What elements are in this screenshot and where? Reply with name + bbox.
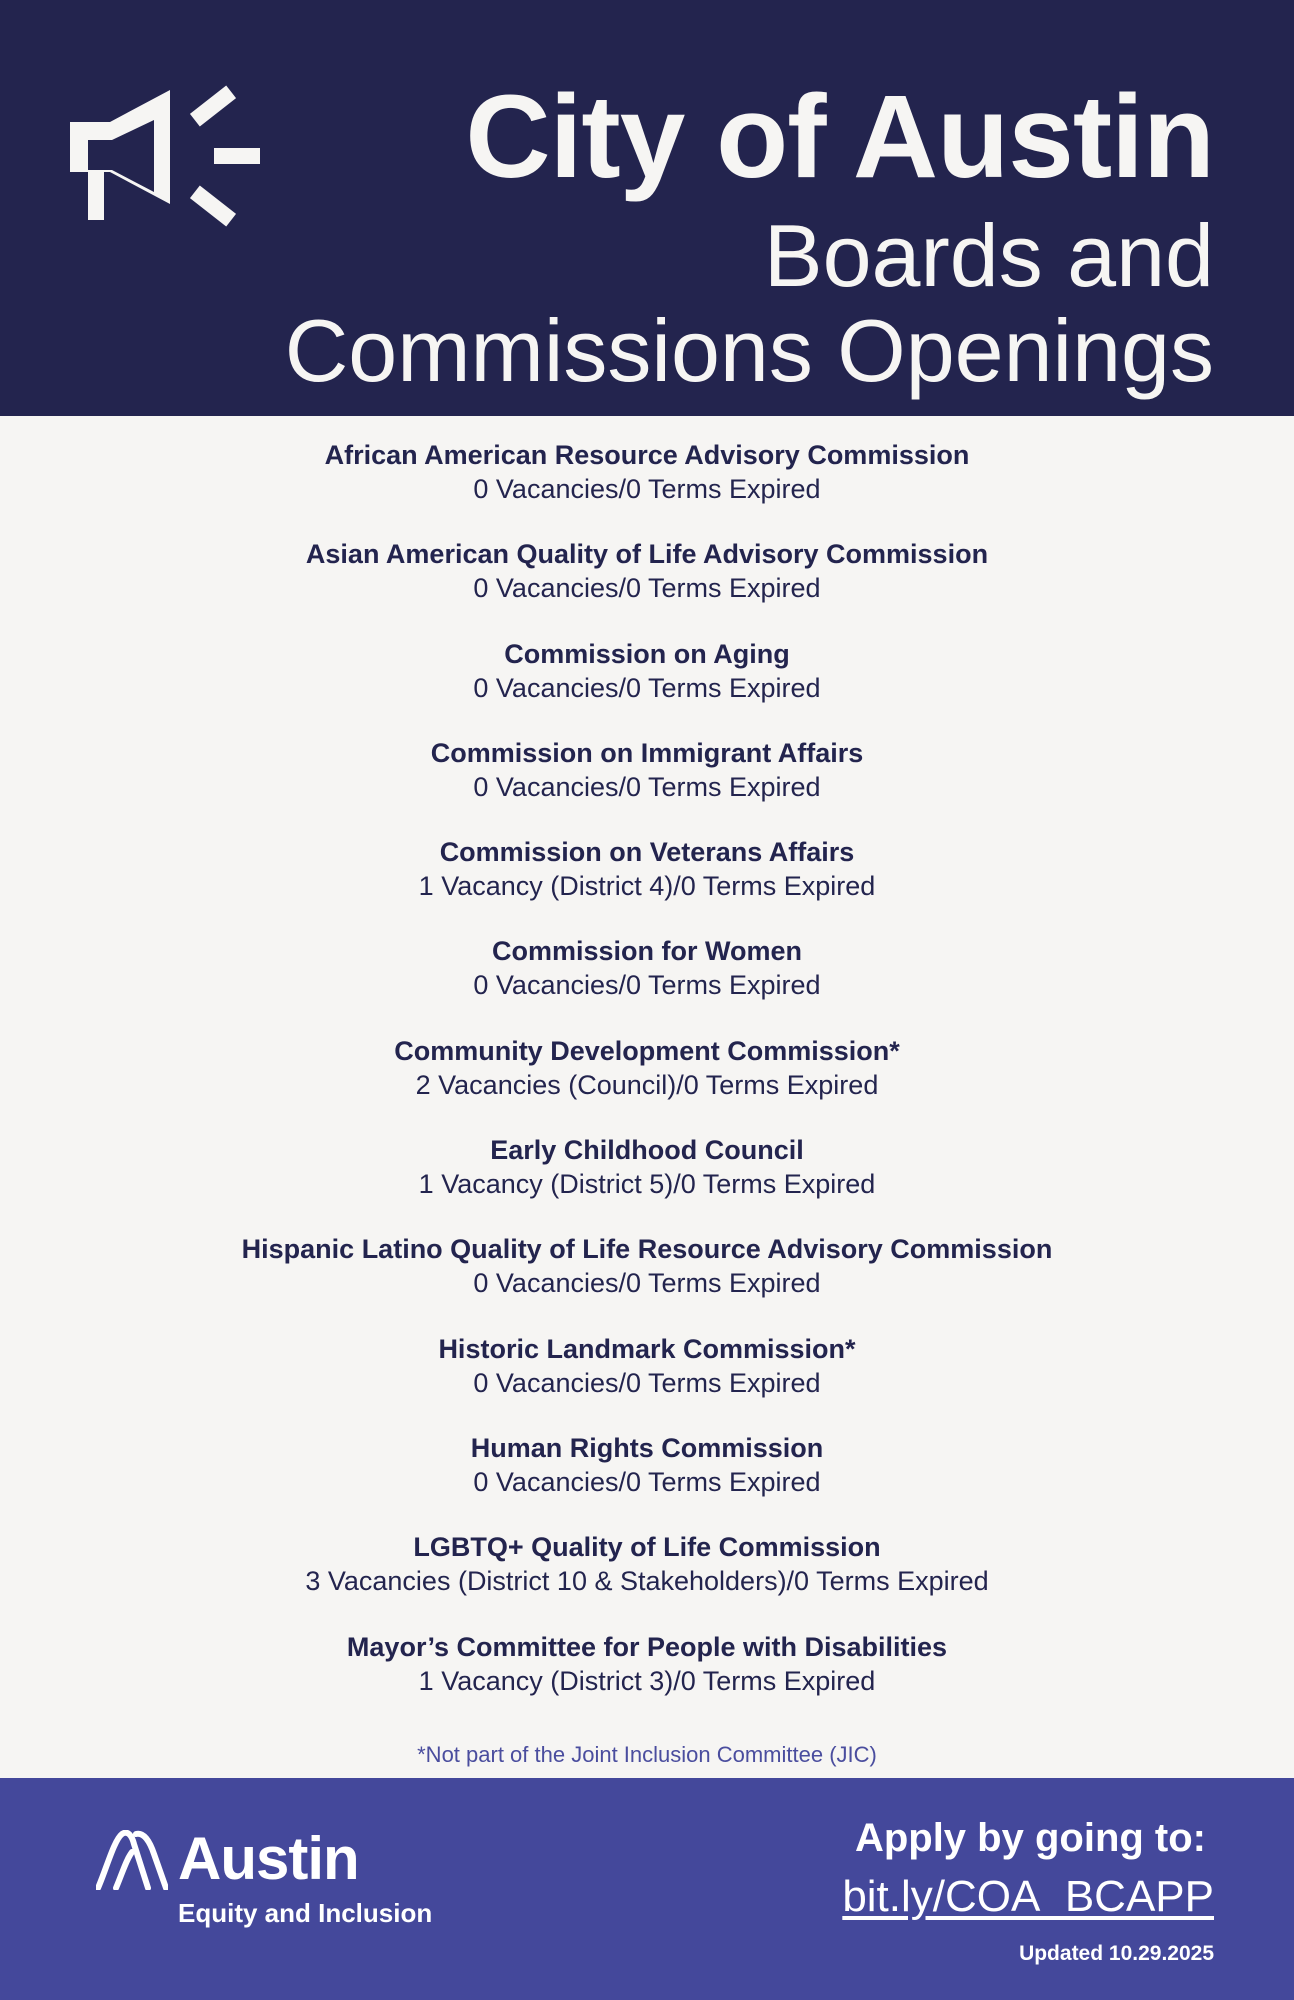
commission-status: 0 Vacancies/0 Terms Expired bbox=[473, 1268, 821, 1299]
commission-status: 1 Vacancy (District 5)/0 Terms Expired bbox=[418, 1169, 876, 1200]
commission-name: Commission on Immigrant Affairs bbox=[430, 737, 864, 768]
commission-status: 1 Vacancy (District 4)/0 Terms Expired bbox=[418, 871, 876, 902]
list-item bbox=[0, 637, 1294, 736]
commission-name: Human Rights Commission bbox=[470, 1432, 824, 1463]
logo-wordmark: Austin bbox=[178, 1825, 359, 1892]
megaphone-icon bbox=[62, 70, 262, 230]
commission-name: Commission on Aging bbox=[504, 638, 790, 669]
apply-link[interactable]: bit.ly/COA_BCAPP bbox=[842, 1872, 1214, 1921]
apply-label: Apply by going to: bbox=[854, 1816, 1206, 1860]
page-subtitle bbox=[285, 208, 1214, 398]
commission-name: Early Childhood Council bbox=[490, 1135, 804, 1166]
commission-status: 0 Vacancies/0 Terms Expired bbox=[473, 474, 821, 504]
list-item bbox=[0, 1530, 1294, 1629]
commission-status: 0 Vacancies/0 Terms Expired bbox=[473, 573, 821, 604]
commission-status: 0 Vacancies/0 Terms Expired bbox=[473, 970, 821, 1001]
list-item bbox=[0, 1431, 1294, 1530]
logo-subtitle: Equity and Inclusion bbox=[178, 1898, 433, 1928]
commission-list bbox=[0, 438, 1294, 1729]
page-title: City of Austin bbox=[465, 71, 1214, 203]
footnote: *Not part of the Joint Inclusion Committee (JIC) bbox=[417, 1742, 877, 1767]
commission-name: Asian American Quality of Life Advisory Commission bbox=[305, 539, 989, 570]
commission-name: Commission on Veterans Affairs bbox=[439, 837, 855, 868]
subtitle-line-2: Commissions Openings bbox=[284, 301, 1214, 400]
commission-name: Commission for Women bbox=[491, 936, 803, 967]
list-item bbox=[0, 736, 1294, 835]
commission-status: 1 Vacancy (District 3)/0 Terms Expired bbox=[418, 1665, 876, 1696]
commission-name: Historic Landmark Commission* bbox=[438, 1333, 856, 1364]
commission-status: 2 Vacancies (Council)/0 Terms Expired bbox=[415, 1069, 879, 1100]
commission-name: LGBTQ+ Quality of Life Commission bbox=[413, 1532, 881, 1563]
commission-status: 0 Vacancies/0 Terms Expired bbox=[473, 1367, 821, 1398]
commission-status: 0 Vacancies/0 Terms Expired bbox=[473, 1466, 821, 1497]
list-item bbox=[0, 1133, 1294, 1232]
list-item bbox=[0, 438, 1294, 537]
commission-name: Hispanic Latino Quality of Life Resource Advisory Commission bbox=[241, 1234, 1053, 1265]
updated-date: Updated 10.29.2025 bbox=[1019, 1942, 1214, 1965]
commission-status: 3 Vacancies (District 10 & Stakeholders)/0 Terms Expired bbox=[305, 1566, 989, 1597]
austin-logo-mark-icon bbox=[96, 1830, 168, 1890]
footer-banner bbox=[0, 1778, 1294, 2000]
commission-status: 0 Vacancies/0 Terms Expired bbox=[473, 672, 821, 703]
list-item bbox=[0, 835, 1294, 934]
list-item bbox=[0, 1630, 1294, 1729]
list-item bbox=[0, 537, 1294, 636]
list-item bbox=[0, 1034, 1294, 1133]
list-item bbox=[0, 1232, 1294, 1331]
list-item bbox=[0, 1332, 1294, 1431]
list-item bbox=[0, 934, 1294, 1033]
commission-name: African American Resource Advisory Commission bbox=[324, 440, 970, 470]
commission-status: 0 Vacancies/0 Terms Expired bbox=[473, 771, 821, 802]
header-banner bbox=[0, 0, 1294, 416]
austin-logo bbox=[96, 1825, 456, 1940]
commission-name: Mayor’s Committee for People with Disabilities bbox=[346, 1631, 948, 1662]
subtitle-line-1: Boards and bbox=[763, 206, 1214, 305]
commission-name: Community Development Commission* bbox=[394, 1035, 900, 1066]
